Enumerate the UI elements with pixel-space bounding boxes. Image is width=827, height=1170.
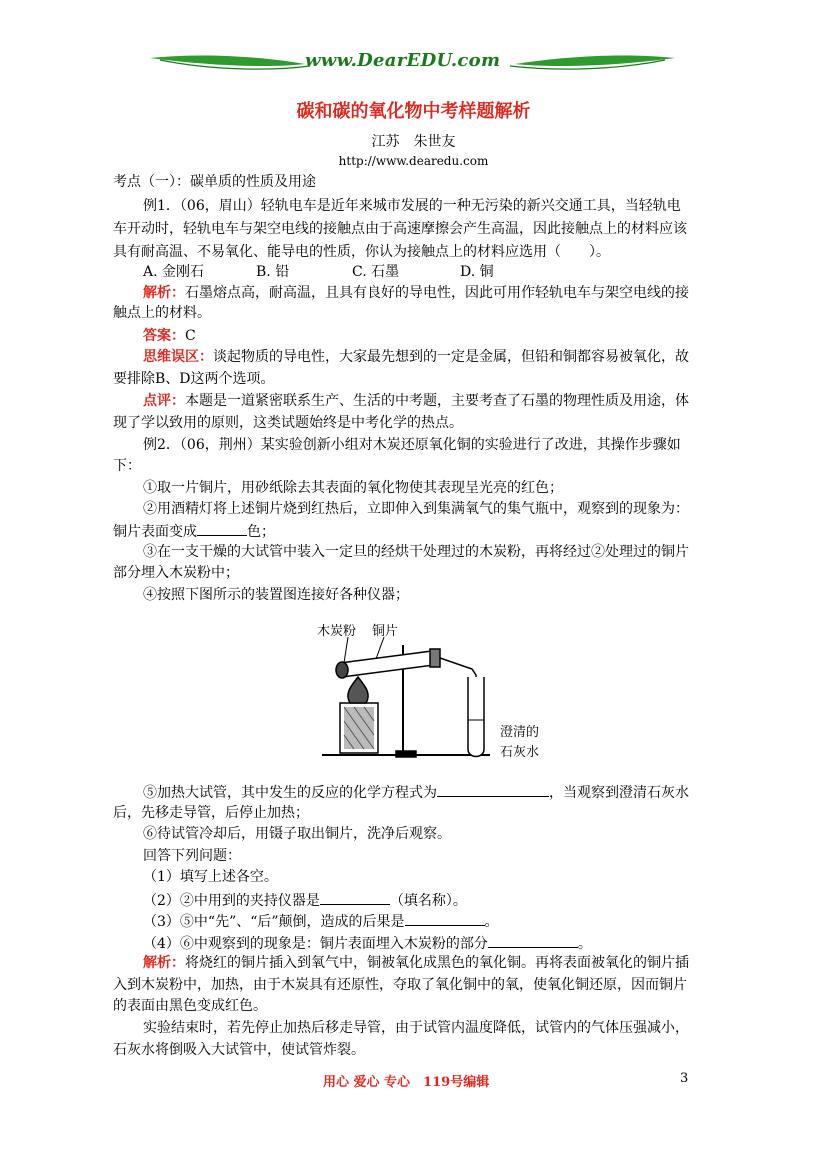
step5a-pre: ⑤加热大试管，其中发生的反应的化学方程式为: [143, 785, 437, 801]
ex2-q1: （1）填写上述各空。: [143, 869, 278, 885]
ex1-line3: 具有耐高温、不易氧化、能导电的性质，你认为接触点上的材料应选用（ ）。: [113, 244, 610, 260]
ex1-option-a: A. 金刚石: [143, 264, 205, 280]
q3-pre: （3）⑤中“先”、“后”颠倒，造成的后果是: [143, 914, 405, 930]
ex1-analysis-line1: [143, 285, 689, 301]
step2b-pre: 铜片表面变成: [113, 524, 197, 540]
page-number: 3: [680, 1071, 689, 1086]
source-url[interactable]: [0, 154, 827, 168]
ex1-option-b: B. 铅: [256, 264, 290, 280]
blank-observation[interactable]: [488, 934, 578, 948]
analysis-text: 石墨熔点高，耐高温，且具有良好的导电性，因此可用作轻轨电车与架空电线的接: [185, 285, 689, 301]
ex1-answer: [143, 328, 196, 344]
q4-post: 。: [577, 936, 592, 952]
ex2-step6: ⑥待试管冷却后，用镊子取出铜片，洗净后观察。: [143, 826, 451, 842]
page-title: 碳和碳的氧化物中考样题解析: [296, 101, 531, 122]
fig-label-limewater2: 石灰水: [500, 745, 540, 760]
step2b-post: 色；: [247, 524, 275, 540]
comment-text: 本题是一道紧密联系生产、生活的中考题，主要考查了石墨的物理性质及用途，体: [185, 393, 689, 409]
source-url-text[interactable]: http://www.dearedu.com: [338, 154, 489, 168]
site-logo-text: www.DearEDU.com: [305, 50, 501, 71]
analysis-text-2: 将烧红的铜片插入到氧气中，铜被氧化成黑色的氧化铜。再将表面被氧化的铜片插: [185, 955, 689, 971]
ex2-analysis-line5: 石灰水将倒吸入大试管中，使试管炸裂。: [113, 1042, 365, 1058]
ex1-line2: 车开动时，轻轨电车与架空电线的接触点由于高速摩擦会产生高温，因此接触点上的材料应该: [113, 221, 687, 237]
analysis-label-2: 解析：: [143, 955, 185, 971]
ex1-comment-line2: 现了学以致用的原则，这类试题始终是中考化学的热点。: [113, 415, 463, 431]
ex2-analysis-line1: [143, 955, 689, 971]
blank-color[interactable]: [197, 522, 247, 536]
ex1-option-d: D. 铜: [460, 264, 494, 280]
ex1-option-c: C. 石墨: [352, 264, 400, 280]
author: 江苏 朱世友: [371, 134, 456, 150]
ex2-line2: 下：: [113, 458, 141, 474]
q4-pre: （4）⑥中观察到的现象是：铜片表面埋入木炭粉的部分: [143, 936, 488, 952]
ex2-q2: [143, 891, 467, 909]
answer-label: 答案：: [143, 328, 185, 344]
step5a-post: ，当观察到澄清石灰水: [549, 785, 689, 801]
ex1-analysis-line2: 触点上的材料。: [113, 305, 211, 321]
footer-text: 用心 爱心 专心 119号编辑: [323, 1075, 490, 1090]
wrong-label: 思维误区：: [143, 349, 213, 365]
ex2-step2a: ②用酒精灯将上述铜片烧到红热后，立即伸入到集满氧气的集气瓶中，观察到的现象为：: [143, 501, 689, 517]
ex2-analysis-line2: 入到木炭粉中，加热，由于木炭具有还原性，夺取了氧化铜中的氧，使氧化铜还原，因而铜片: [113, 977, 687, 993]
ex2-step3a: ③在一支干燥的大试管中装入一定旦的经烘干处理过的木炭粉，再将经过②处理过的铜片: [143, 544, 689, 560]
ex1-line1: 例1．（06，眉山）轻轨电车是近年来城市发展的一种无污染的新兴交通工具，当轻轨电: [143, 198, 681, 214]
ex2-q4: [143, 934, 592, 952]
ex2-step5a: [143, 783, 689, 801]
ex2-step2b: [113, 522, 275, 540]
apparatus-figure: [300, 615, 560, 775]
ex2-q3: [143, 912, 499, 930]
blank-equation[interactable]: [437, 783, 549, 797]
ex2-step3b: 部分埋入木炭粉中；: [113, 565, 239, 581]
ex2-step5b: 后，先移走导管，后停止加热；: [113, 805, 309, 821]
ex2-step1: ①取一片铜片，用砂纸除去其表面的氧化物使其表现呈光亮的红色；: [143, 480, 563, 496]
section-heading: 考点（一）：碳单质的性质及用途: [113, 174, 316, 190]
ex2-question: 回答下列问题：: [143, 848, 241, 864]
q3-post: 。: [484, 914, 499, 930]
ex2-step4: ④按照下图所示的装置图连接好各种仪器；: [143, 587, 409, 603]
fig-label-charcoal: 木炭粉: [317, 624, 357, 639]
apparatus-drawing-icon: [300, 615, 560, 775]
blank-clamp[interactable]: [320, 891, 390, 905]
q2-post: （填名称）。: [389, 893, 467, 909]
analysis-label: 解析：: [143, 285, 185, 301]
fig-label-copper: 铜片: [372, 624, 399, 639]
ex1-wrong-line1: [143, 349, 689, 365]
q2-pre: （2）②中用到的夹持仪器是: [143, 893, 320, 909]
ex2-analysis-line3: 的表面由黑色变成红色。: [113, 998, 267, 1014]
ex2-analysis-line4: 实验结束时，若先停止加热后移走导管，由于试管内温度降低，试管内的气体压强减小，: [143, 1020, 689, 1036]
header-banner: [150, 46, 675, 78]
comment-label: 点评：: [143, 393, 185, 409]
answer-text: C: [185, 328, 196, 344]
ex2-line1: 例2．（06，荆州）某实验创新小组对木炭还原氧化铜的实验进行了改进，其操作步骤如: [143, 437, 681, 453]
ex1-wrong-line2: 要排除B、D这两个选项。: [113, 371, 275, 387]
blank-consequence[interactable]: [405, 912, 485, 926]
fig-label-limewater1: 澄清的: [500, 725, 540, 740]
ex1-comment-line1: [143, 393, 689, 409]
wrong-text: 谈起物质的导电性，大家最先想到的一定是金属，但铅和铜都容易被氧化，故: [213, 349, 689, 365]
